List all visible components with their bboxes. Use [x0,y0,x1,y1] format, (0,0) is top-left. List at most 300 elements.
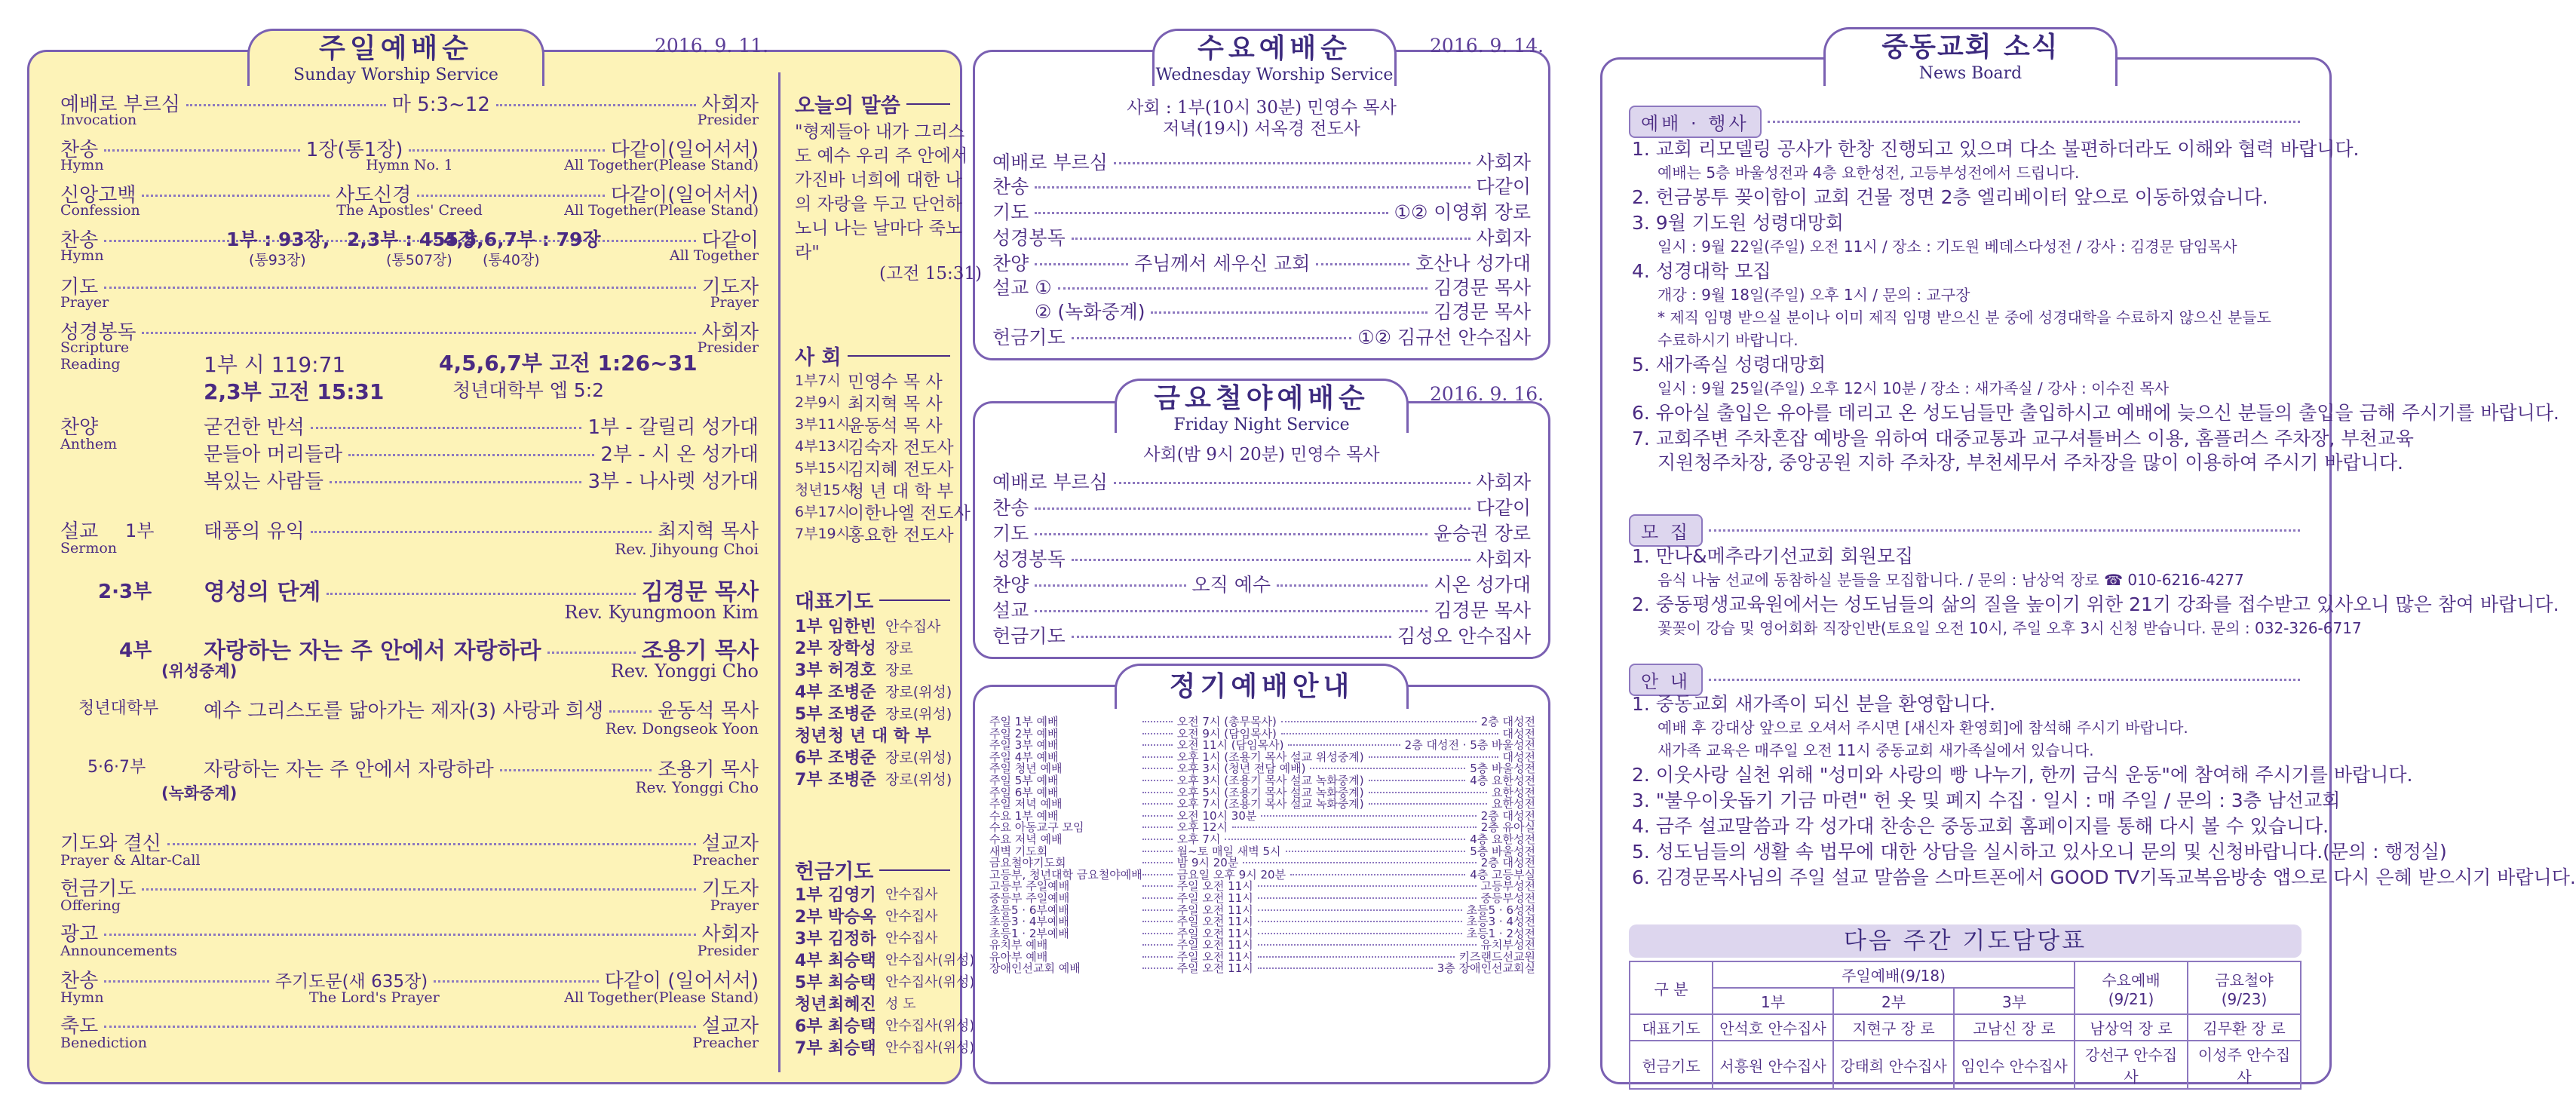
sermon-pastor: 김경문 목사 [641,579,759,606]
offering-title: 안수집사 [885,931,938,946]
friday-presider: 사회(밤 9시 20분) 민영수 목사 [1143,445,1380,465]
presider-time: 7부19시 [795,526,850,542]
wednesday-title: 수요예배순 [1198,33,1351,64]
offering-title: 안수집사(위성) [885,952,975,968]
schedule-place: 요한성전 [1492,785,1535,799]
prayer-table [1629,961,2302,1090]
sermon-dots [500,769,652,771]
order-role-en: All Together(Please Stand) [564,989,759,1006]
news-item-detail: 개강 : 9월 18일(주일) 오후 1시 / 문의 : 교구장 [1658,286,1970,304]
rep-service: 3부 [795,661,823,680]
order-dots [496,104,696,106]
section-notice [1629,664,2300,696]
schedule-name: 주일 1부 예배 [989,715,1059,728]
fri-row-5 [992,596,1531,623]
schedule-row [989,822,1535,834]
news-item-title: 1. 중동교회 새가족이 되신 분을 환영합니다. [1632,693,1996,715]
schedule-dots [1288,744,1400,746]
schedule-time-text: 오후 7시 [1176,832,1221,846]
presider-time: 3부11시 [795,416,850,433]
rep-name: 조병준 [828,771,876,790]
word-line: 의 자랑을 두고 단언하 [795,195,962,214]
sermon-title: 자랑하는 자는 주 안에서 자랑하라 [204,759,494,781]
anthem-choir: 2부 - 시 온 성가대 [600,443,759,466]
order-role: 다같이 (일어서서) [604,970,759,992]
fri-value: 윤승권 장로 [1434,523,1531,544]
word-line: "형제들아 내가 그리스 [795,122,965,142]
fri-label: 찬양 [992,574,1029,596]
offering-prayer-title-text: 헌금기도 [795,860,874,884]
offering-service: 6부 [795,1017,823,1036]
rep-title: 장로(위성) [885,771,952,788]
order-role-en: Preacher [692,1035,759,1051]
sermon-pastor: 조용기 목사 [658,759,759,781]
schedule-name: 유치부 예배 [989,938,1048,952]
sermon-dots [311,531,652,533]
sermon-pastor-en: Rev. Yonggi Cho [610,661,759,682]
wed-dots [1114,162,1470,164]
sermon-dots [547,652,636,654]
hymn-number: 1부 : 93장, [226,228,330,250]
presider-time: 1부7시 [795,373,841,389]
schedule-place: 중등부성전 [1480,891,1535,905]
schedule-time-text: 오전 9시 (담임목사) [1176,726,1277,741]
wed-row-0 [992,148,1531,175]
pt-wed: 수요예배 (9/21) [2075,961,2188,1014]
order-role-en: Prayer [710,897,759,914]
rep-name: 임한빈 [828,618,876,636]
anthem-label: 찬양 [60,416,99,439]
wed-label: 예배로 부르심 [992,152,1108,173]
order-role: 사회자 [701,321,759,344]
wed-dots [1035,263,1128,265]
presider-name: 최지혁 목 사 [848,394,943,414]
order-dots [104,1026,695,1028]
sermon-title: 예수 그리스도를 닮아가는 제자(3) 사랑과 희생 [204,700,604,722]
schedule-time-text: 주일 오전 11시 [1176,926,1253,940]
offering-name: 최승택 [828,1017,876,1036]
news-title: 중동교회 소식 [1881,32,2059,63]
fri-value: 김성오 안수집사 [1397,625,1531,647]
prayer-title-text: 다음 주간 기도담당표 [1843,928,2087,955]
order-role: 설교자 [701,832,759,855]
schedule-dots [1142,826,1173,828]
offering-name: 김정하 [828,930,876,949]
schedule-name: 주일 3부 예배 [989,738,1059,753]
schedule-place: 3층 장애인선교회실 [1437,961,1535,976]
section-events-rule [1768,121,2300,123]
hymn-number: 4,5,6,7부 : 79장 [443,228,601,250]
schedule-time-text: 주일 오전 11시 [1176,961,1253,976]
wednesday-presider-1: 사회 : 1부(10시 30분) 민영수 목사 [1127,98,1397,118]
news-item-title: 1. 교회 리모델링 공사가 한창 진행되고 있으며 다소 불편하더라도 이해와 협력 바랍니다. [1632,138,2360,160]
wed-row-6 [1035,297,1531,324]
order-label-en: Hymn [60,247,104,264]
order-label-en: Benediction [60,1035,147,1051]
wed-row-5 [992,273,1531,300]
order-middle: 사도신경 [335,184,412,207]
order-label: 예배로 부르심 [60,94,180,116]
sermon-dots [327,593,635,595]
order-label-en: Scripture Reading [60,339,130,373]
schedule-dots [1261,815,1476,817]
schedule-dots [1142,780,1173,781]
section-events [1629,106,2300,138]
fri-row-0 [992,468,1531,495]
order-dots [104,980,268,983]
order-label-en: Invocation [60,112,137,128]
fri-value: 김경문 목사 [1434,599,1531,621]
wed-label: ② (녹화중계) [1035,301,1145,323]
anthem-choir: 3부 - 나사렛 성가대 [587,471,759,493]
offering-name: 최승택 [828,952,876,970]
order-middle: 마 5:3~12 [391,94,490,116]
offering-name: 김영기 [828,886,876,905]
fri-dots [1035,610,1428,612]
sermon-service: 2·3부 [98,581,152,603]
news-item-title: 1. 만나&메추라기선교회 회원모집 [1632,545,1914,567]
order-label-en: Confession [60,202,140,219]
news-item [1632,840,2447,864]
wed-value: 김경문 목사 [1434,301,1531,323]
order-label-en: Offering [60,897,121,914]
news-item-title: 4. 금주 설교말씀과 각 성가대 찬송은 중동교회 홈페이지를 통해 다시 볼 수 있습니다. [1632,815,2329,837]
news-item [1632,789,2341,813]
schedule-place: 2층 대성전 [1480,715,1535,728]
fri-dots [1035,584,1185,587]
schedule-place: 2층 대성전 [1480,808,1535,823]
end-row-1 [60,873,759,901]
wed-dots [1316,263,1409,265]
sermon-pastor: 조용기 목사 [641,638,759,664]
schedule-dots [1243,862,1476,863]
word-reference: (고전 15:31) [879,264,982,284]
word-line: 가진바 너희에 대한 나 [795,170,962,190]
presider-title [795,341,950,370]
rep-service: 1부 [795,618,823,636]
news-item [1632,427,2414,475]
sermon-service: 4부 [119,639,152,662]
fri-dots [1277,584,1428,587]
schedule-dots [1142,874,1173,875]
order-role: 사회자 [701,923,759,946]
schedule-time-text: 월~토 매일 새벽 5시 [1176,844,1281,858]
fri-value: 시온 성가대 [1434,574,1532,596]
presider-time: 4부13시 [795,438,850,455]
schedule-dots [1258,956,1455,958]
section-recruit-rule [1709,529,2300,532]
offering-name: 최승택 [828,974,876,992]
schedule-name: 초등3 · 4부예배 [989,915,1069,929]
wed-row-1 [992,172,1531,199]
sermon-pastor-en: Rev. Yonggi Cho [635,778,759,796]
schedule-dots [1142,744,1173,746]
offering-service: 7부 [795,1039,823,1058]
schedule-dots [1281,733,1498,734]
section-recruit [1629,514,2300,547]
schedule-dots [1369,756,1498,758]
rep-name: 조병준 [828,705,876,724]
schedule-dots [1258,897,1477,899]
rep-prayer-title [795,585,950,615]
news-item [1632,401,2559,425]
wednesday-title-tab [1152,29,1397,86]
schedule-dots [1369,803,1487,805]
schedule-time-text: 주일 오전 11시 [1176,903,1253,917]
anthem-dots [330,481,582,483]
wed-dots [1035,212,1388,214]
order-role-en: All Together(Please Stand) [564,157,759,173]
wed-value: ①② 이영휘 장로 [1394,201,1531,223]
fri-row-2 [992,519,1531,546]
schedule-dots [1232,826,1477,828]
schedule-dots [1290,874,1465,875]
schedule-place: 초등1 · 2성전 [1466,926,1535,940]
order-role-en: All Together [669,247,759,264]
anthem-song: 복있는 사람들 [204,471,324,493]
order-role: 사회자 [701,94,759,116]
offering-title: 안수집사(위성) [885,974,975,990]
news-item-title: 2. 이웃사랑 실천 위해 "성미와 사랑의 빵 나누기, 한끼 금식 운동"에 참여해 주시기를 바랍니다. [1632,764,2413,786]
wed-row-3 [992,223,1531,250]
presider-title-text: 사 회 [795,346,842,369]
news-item-title: 3. "불우이웃돕기 기금 마련" 헌 옷 및 폐지 수집 · 일시 : 매 주일 / 문의 : 3층 남선교회 [1632,790,2341,811]
schedule-dots [1142,897,1173,899]
schedule-dots [1142,909,1173,911]
schedule-place: 대성전 [1502,750,1535,764]
schedule-dots [1142,956,1173,958]
sermon-pastor: 윤동석 목사 [658,700,759,722]
schedule-time-text: 오후 3시 (청년 전담 예배) [1176,762,1306,776]
schedule-dots [1142,792,1173,793]
schedule-place: 고등부성전 [1480,879,1535,894]
news-item-title: 5. 새가족실 성령대망회 [1632,354,1826,376]
order-dots [142,195,329,197]
schedule-dots [1142,768,1173,769]
schedule-name: 장애인선교회 예배 [989,961,1081,976]
schedule-dots [1258,967,1433,969]
schedule-row [989,846,1535,858]
hymn-old-number: (통40장) [483,252,540,268]
fri-label: 헌금기도 [992,625,1066,647]
hymn-number: 2,3부 : 455장, [347,228,484,250]
order-label: 헌금기도 [60,878,136,900]
schedule-name: 고등부, 청년대학 금요철야예배 [989,867,1142,882]
schedule-dots [1142,803,1173,805]
presider-time: 청년15시 [795,482,855,498]
schedule-name: 중등부 주일예배 [989,891,1070,905]
reading-0: 1부 시 119:71 [204,352,346,377]
sermon-sub: (녹화중계) [161,784,238,802]
rep-service: 4부 [795,683,823,702]
rep-service: 2부 [795,639,823,658]
news-item-title: 4. 성경대학 모집 [1632,260,1771,282]
news-item-cont: 지원청주차장, 중앙공원 지하 주차장, 부천세무서 주차장을 많이 이용하여 주시기 바랍니다. [1658,452,2403,474]
schedule-time-text: 오전 7시 (총무목사) [1176,715,1277,728]
news-item-title: 3. 9월 기도원 성령대망회 [1632,212,1844,234]
schedule-time-wrap [1142,963,1535,975]
schedule-time-text: 금요일 오후 9시 20분 [1176,867,1286,882]
order-middle: 주기도문(새 635장) [274,972,428,992]
sermon-label: 설교 [60,520,99,543]
schedule-name: 주일 2부 예배 [989,726,1059,741]
prayer-title [1629,924,2302,958]
sunday-divider [778,72,780,1072]
schedule-dots [1225,839,1465,840]
schedule-dots [1369,780,1466,781]
sermon-service: 5·6·7부 [87,758,146,777]
sermon-dots [609,710,652,713]
schedule-dots [1310,768,1465,769]
sermon-service: 1부 [125,520,155,541]
wednesday-presider-2: 저녁(19시) 서옥경 전도사 [1163,119,1360,139]
news-item-detail: 수료하시기 바랍니다. [1658,331,1799,349]
schedule-name: 수요 저녁 예배 [989,832,1063,846]
news-item-detail: 예배 후 강대상 앞으로 오셔서 주시면 [새신자 환영회]에 참석해 주시기 바랍니다. [1658,719,2188,737]
rep-name: 조병준 [828,749,876,768]
news-item-title: 2. 중동평생교육원에서는 성도님들의 삶의 질을 높이기 위한 21기 강좌를 접수받고 있사오니 많은 참여 바랍니다. [1632,593,2559,615]
schedule-name: 고등부 주일예배 [989,879,1070,894]
word-title-rule [906,103,950,105]
end-row-4 [60,1010,759,1038]
schedule-dots [1142,815,1173,817]
order-dots [417,195,604,197]
presider-name: 김숙자 전도사 [848,438,954,458]
schedule-time-text: 오후 3시 (조용기 목사 설교 녹화중계) [1176,773,1364,787]
hymn-old-number: (통93장) [249,252,306,268]
wednesday-subtitle: Wednesday Worship Service [1155,66,1394,84]
pt-kind: 구 분 [1630,961,1713,1014]
schedule-place: 초등3 · 4성전 [1466,915,1535,929]
word-line: 라" [795,243,820,262]
order-label-en: Announcements [60,943,177,959]
schedule-place: 대성전 [1502,726,1535,741]
news-item-detail: 꽃꽂이 강습 및 영어회화 직장인반(토요일 오전 10시, 주일 오후 3시 신청 받습니다. 문의 : 032-326-6717 [1658,619,2362,637]
order-role-en: Presider [697,339,759,356]
wed-value: 김경문 목사 [1434,277,1531,299]
wed-label: 헌금기도 [992,327,1066,348]
schedule-name: 주일 저녁 예배 [989,797,1063,811]
pt-p3: 3부 [1954,988,2075,1014]
fri-dots [1072,559,1470,561]
fri-label: 예배로 부르심 [992,471,1108,493]
schedule-time-text: 주일 오전 11시 [1176,879,1253,894]
schedule-dots [1142,933,1173,934]
presider-time: 5부15시 [795,460,850,477]
schedule-place: 4층 고등부실 [1470,867,1535,882]
offering-title: 안수집사 [885,909,938,924]
sermon-service: 청년대학부 [78,699,159,718]
news-item-title: 6. 유아실 출입은 유아를 데리고 온 성도님들만 출입하시고 예배에 늦으신 분들의 출입을 금해 주시기를 바랍니다. [1632,402,2559,424]
pt-row-offering: 헌금기도 서흥원 안수집사 강태희 안수집사 임인수 안수집사 강선구 안수집사 이성주 안수집사 [1630,1041,2301,1089]
offering-prayer-title-rule [879,869,950,871]
schedule-time-text: 오후 1시 (조용기 목사 설교 위성중계) [1176,750,1364,764]
schedule-dots [1142,733,1173,734]
order-label: 기도와 결신 [60,832,161,855]
anthem-dots [311,427,582,429]
wed-row-4 [992,249,1531,276]
offering-name: 박승옥 [828,908,876,927]
order-role: 기도자 [701,878,759,900]
word-title [795,89,950,118]
order-dots [167,843,696,845]
presider-name: 김지혜 전도사 [848,460,954,480]
offering-service: 4부 [795,952,823,970]
order-middle: 1장(통1장) [305,139,403,161]
news-item-detail: 새가족 교육은 매주일 오전 11시 중동교회 새가족실에서 있습니다. [1658,741,2094,759]
order-dots [434,980,598,983]
schedule-row [989,916,1535,928]
news-item-detail: 예배는 5층 바울성전과 4층 요한성전, 고등부성전에서 드립니다. [1658,164,2080,182]
news-item-detail: 일시 : 9월 22일(주일) 오전 11시 / 장소 : 기도원 베데스다성전 / 강사 : 김경문 담임목사 [1658,238,2237,256]
order-role-en: Presider [697,943,759,959]
sermon-pastor-en: Rev. Jihyoung Choi [615,540,759,558]
pt-p2: 2부 [1833,988,1954,1014]
news-item [1632,544,2303,591]
news-item [1632,259,2303,351]
sermon-label-en: Sermon [60,540,118,557]
schedule-dots [1142,839,1173,840]
presider-time: 6부17시 [795,504,850,520]
order-dots [104,934,695,936]
offering-service: 청년 [795,995,827,1014]
hymn-old-number: (통507장) [386,252,452,268]
rep-prayer-title-text: 대표기도 [795,590,874,614]
schedule-dots [1258,944,1477,946]
wed-label: 설교 ① [992,277,1052,299]
schedule-dots [1286,851,1466,852]
news-item-detail: * 제직 임명 받으실 분이나 이미 제직 임명 받으신 분 중에 성경대학을 수료하지 않으신 분들도 [1658,308,2271,327]
schedule-title: 정기예배안내 [1169,671,1354,702]
order-middle-en: Hymn No. 1 [366,157,453,173]
fri-middle: 오직 예수 [1191,574,1271,596]
rep-name: 청 년 대 학 부 [828,727,931,746]
schedule-name: 초등5 · 6부예배 [989,903,1069,917]
offering-prayer-title [795,855,950,885]
schedule-time-text: 오전 10시 30분 [1176,808,1257,823]
order-label-en: Hymn [60,157,104,173]
reading-1: 4,5,6,7부 고전 1:26~31 [439,351,698,376]
rep-title: 장로(위성) [885,750,952,766]
friday-title: 금요철야예배순 [1154,383,1369,414]
wednesday-date: 2016. 9. 14. [1430,35,1544,57]
news-item [1632,814,2329,839]
wed-label: 기도 [992,201,1029,223]
schedule-name: 유아부 예배 [989,949,1048,964]
news-item [1632,593,2559,639]
wed-value: 다같이 [1476,176,1531,198]
reading-2: 2,3부 고전 15:31 [204,379,385,404]
schedule-dots [1258,933,1462,934]
sunday-title: 주일예배순 [319,33,473,64]
anthem-label-en: Anthem [60,436,118,452]
fri-dots [1072,636,1391,638]
order-role-en: Prayer [710,294,759,311]
order-label: 광고 [60,923,99,946]
pt-fri: 금요철야 (9/23) [2188,961,2301,1014]
schedule-time-text: 주일 오전 11시 [1176,949,1253,964]
order-label: 찬송 [60,139,99,161]
offering-service: 5부 [795,974,823,992]
order-role: 기도자 [701,276,759,299]
schedule-place: 2층 대성전 [1480,856,1535,870]
schedule-time-text: 오전 11시 (담임목사) [1176,738,1284,753]
wed-middle: 주님께서 세우신 교회 [1134,253,1311,274]
schedule-time-text: 오후 12시 [1176,820,1228,835]
schedule-place: 5층 바울성전 [1470,844,1535,858]
offering-title: 안수집사(위성) [885,1040,975,1056]
offering-service: 1부 [795,886,823,905]
